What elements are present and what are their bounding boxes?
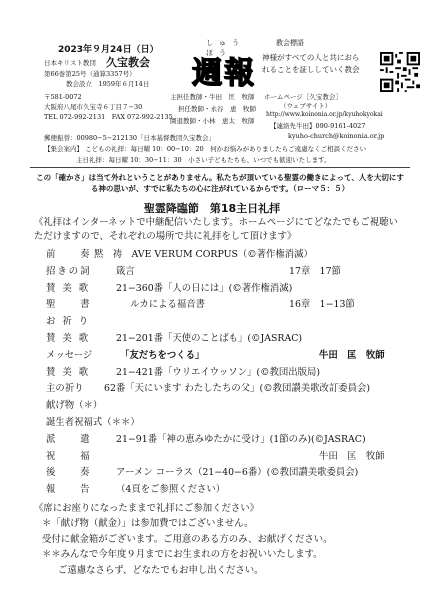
order-detail: ルカによる福音書 (130, 299, 206, 311)
hp-sub: （ウェブサイト） (280, 102, 332, 110)
streaming-notice: 《礼拝はインターネットで中継配信いたします。ホームページにてどなたでもご視聴いただけますので、それぞれの場所で共に礼拝をして頂けます》 (34, 217, 398, 242)
list-item (34, 297, 414, 314)
staff-1: 主担任教師・牛田 匡 牧師 (170, 93, 255, 101)
list-item (34, 482, 414, 499)
list-item (34, 348, 414, 365)
order-label: お 祈 り (46, 316, 91, 328)
list-item (34, 264, 414, 281)
postal-transfer: 郵便振替：00980−5−212130「日本基督教団久宝教会」 (44, 134, 216, 142)
list-item (34, 365, 414, 382)
order-reference: 17章 17節 (289, 265, 341, 277)
order-detail: 62番「天にいます わたしたちの父」(©教団讃美歌改訂委員会) (104, 383, 370, 395)
list-item (34, 415, 414, 432)
list-item (34, 449, 414, 466)
order-reference: 16章 1−13節 (289, 299, 355, 311)
tel-fax: TEL 072-992-2131 FAX 072-992-2135 (44, 113, 173, 121)
order-label: 前 奏 (46, 249, 92, 260)
list-item (34, 381, 414, 398)
title-text: 週報 (192, 56, 256, 91)
order-label: 誕生者祝福式（＊＊） (46, 416, 140, 428)
order-label: 報 告 (46, 484, 92, 496)
postal-code: 〒581-0072 (44, 93, 82, 101)
gathering-info-2: 主日礼拝：毎日曜 10：30−11：30 小さい子どもたちも、いつでも歓迎いたします。 (76, 156, 331, 164)
motto-heading: 教会標語 (276, 39, 304, 47)
order-detail: 21−360番「人の日には」(©著作権消滅) (116, 282, 293, 294)
address: 大阪府八尾市久宝寺６丁目７−30 (44, 103, 143, 111)
order-label: 後 奏 (46, 467, 92, 479)
order-label: 賛 美 歌 (46, 282, 91, 294)
order-detail: （4頁をご参照ください） (116, 484, 226, 496)
hp-label: ホームページ［久宝教会］ (264, 93, 342, 101)
closing-line: ご遠慮なさらず、どなたでもお申し出ください。 (58, 564, 264, 576)
church-name: 久宝教会 (106, 56, 150, 69)
order-label: 賛 美 歌 (46, 366, 91, 378)
contact: 【連絡先牛田】090-9161-4027 (270, 122, 366, 130)
staff-2: 担任教師・永谷 恵 牧師 (178, 105, 256, 113)
gathering-info-1: 【集会案内】 こどもの礼拝：毎日曜 10：00−10：20 何かお悩みがありましたらご遠慮なくご相談ください (44, 145, 367, 153)
list-item (34, 398, 414, 415)
denomination: 日本キリスト教団 (44, 59, 96, 67)
sermon-title: 「友だちをつくる」 (120, 349, 205, 361)
header (14, 8, 414, 178)
order-detail: アーメン コーラス（21−40−6番）(©教団讃美歌委員会) (116, 467, 359, 479)
list-item (34, 247, 414, 264)
list-item (34, 465, 414, 482)
email-link[interactable]: kyuho-church@koinonia.or.jp (288, 132, 385, 140)
hp-url-link[interactable]: http://www.koinonia.or.jp/kyuhokyokai (266, 111, 383, 118)
service-title: 聖霊降臨節 第18主日礼拝 (143, 202, 281, 215)
order-label: 賛 美 歌 (46, 332, 91, 344)
title-ruby: しゅうほう (206, 39, 245, 57)
list-item (34, 314, 414, 331)
order-label: 派 遣 (46, 433, 92, 445)
date: 2023年９月24日（日） (58, 45, 159, 55)
list-item (34, 281, 414, 298)
order-detail: 21−421番「ウリエイウッソン」(©教団出版局) (116, 366, 320, 378)
closing-line: ＊「献げ物（献金）」は参加費ではございません。 (42, 518, 254, 530)
order-of-worship (34, 216, 414, 578)
order-label: メッセージ (46, 349, 93, 361)
order-label: 献げ物（＊） (46, 400, 103, 412)
closing-notes (34, 501, 414, 579)
closing-line: 《席にお座りになったままで礼拝にご参加ください》 (34, 502, 260, 514)
qr-code-icon (380, 52, 420, 92)
preacher: 牛田 匡 牧師 (319, 450, 385, 462)
preacher: 牛田 匡 牧師 (319, 349, 385, 361)
order-detail: 21−201番「天使のことばも」(©JASRAC) (116, 332, 303, 344)
closing-line: ＊＊みんなで今年度９月までにお生まれの方をお祝いいたします。 (42, 549, 323, 561)
order-detail: 箴言 (116, 265, 135, 277)
header-divider (30, 167, 410, 168)
order-label: 主の祈り (46, 383, 84, 395)
motto: 神様がすべての人と共におられることを証ししていく教会 (262, 53, 360, 74)
order-detail: 21−91番「神の恵みゆたかに受け」(1節のみ)(©JASRAC) (116, 433, 366, 445)
issue-number: 第66巻第25号（通算3357号） (44, 70, 136, 78)
closing-line: 受付に献金箱がございます。ご用意のある方のみ、お献げください。 (42, 533, 333, 545)
founded-date: 教会設立 1959年６月14日 (66, 80, 150, 88)
order-label: 聖 書 (46, 299, 92, 311)
order-label: 祝 福 (46, 450, 92, 462)
scripture-verse: この「確かさ」は当て外れということがありません。私たちが頂いている聖霊の働きによって、人を大切にする神の思いが、すでに私たちの心に注がれているからです。（ローマ５：５） (36, 173, 404, 193)
order-detail: 黙 祷 AVE VERUM CORPUS（©著作権消滅） (94, 249, 313, 260)
staff-3: 園退教師・小林 恵太 牧師 (170, 117, 255, 125)
list-item (34, 331, 414, 348)
order-label: 招きの詞 (46, 265, 92, 277)
list-item (34, 432, 414, 449)
bulletin-title (186, 34, 256, 92)
